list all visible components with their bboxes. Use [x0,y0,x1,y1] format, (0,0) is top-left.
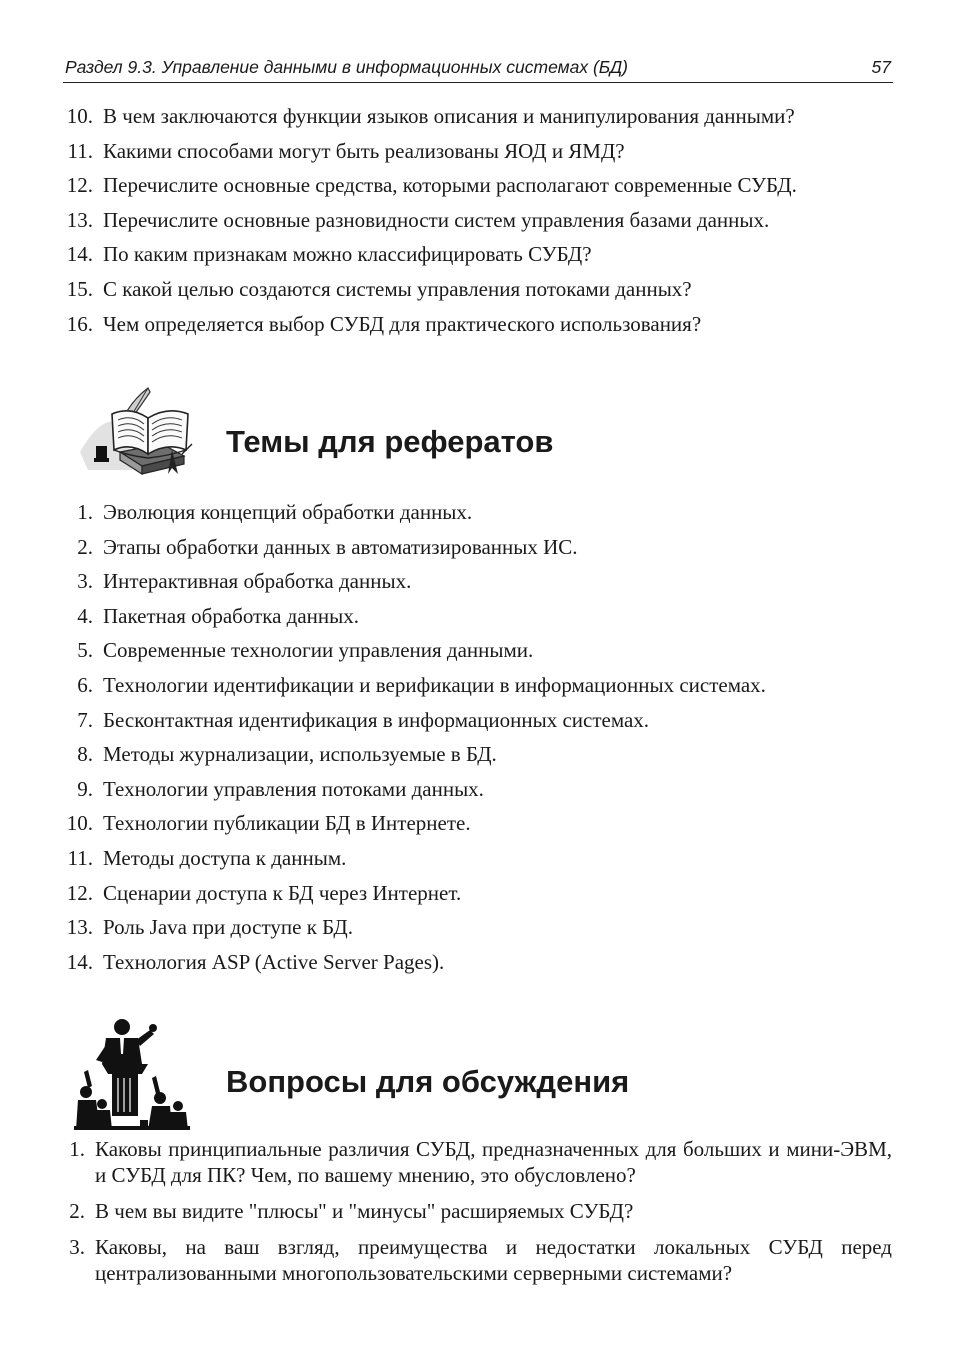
discussion-questions-list [69,1136,892,1296]
item-text: Перечислите основные средства, которыми располагают современные СУБД. [103,173,797,198]
item-text: Технологии публикации БД в Интернете. [103,811,471,836]
section-heading-topics: Темы для рефератов [226,424,554,459]
list-item [77,707,766,743]
item-text: Этапы обработки данных в автоматизированных ИС. [103,534,578,559]
item-text: Технологии идентификации и верификации в информационных системах. [103,672,766,697]
item-text: Чем определяется выбор СУБД для практического использования? [103,311,702,336]
item-text: Интерактивная обработка данных. [103,569,412,594]
list-item [67,845,766,881]
list-item [77,500,766,535]
item-number: 1. [77,500,93,524]
page-number: 57 [871,57,891,77]
item-text: С какой целью создаются системы управления потоками данных? [103,276,692,301]
item-number: 1. [69,1137,85,1161]
item-number: 9. [77,776,93,801]
running-header-title: Раздел 9.3. Управление данными в информационных системах (БД) [65,57,628,77]
list-item [69,1136,892,1188]
item-text: Сценарии доступа к БД через Интернет. [103,880,462,905]
essay-topics-list [66,500,766,984]
item-text: По каким признакам можно классифицировать СУБД? [103,242,592,267]
item-text: Перечислите основные разновидности систем управления базами данных. [103,207,770,232]
list-item [66,949,766,985]
item-text: Современные технологии управления данными. [103,638,534,663]
item-text: Какими способами могут быть реализованы ЯОД и ЯМД? [103,138,625,163]
item-number: 4. [77,603,93,628]
list-item [77,638,766,673]
list-item [66,880,766,916]
control-questions-list [66,104,797,346]
item-text: В чем вы видите "плюсы" и "минусы" расширяемых СУБД? [95,1199,634,1223]
item-number: 16. [66,311,93,336]
list-item [66,311,797,347]
speaker-podium-icon [74,1016,190,1130]
item-number: 7. [77,707,93,732]
section-heading-discussion: Вопросы для обсуждения [226,1064,630,1099]
books-quill-icon [76,384,206,476]
list-item [69,1198,892,1224]
item-number: 3. [69,1235,85,1259]
list-item [77,569,766,604]
item-number: 12. [66,880,93,905]
item-number: 2. [77,534,93,559]
item-number: 13. [66,207,93,232]
item-number: 12. [66,173,93,198]
item-text: Каковы, на ваш взгляд, преимущества и недостатки локальных СУБД перед централизованными многопользовательскими серверными системами? [95,1235,892,1285]
list-item [66,811,766,846]
item-number: 13. [66,915,93,940]
list-item [67,138,797,174]
item-number: 10. [66,104,93,128]
item-number: 6. [77,672,93,697]
item-text: Каковы принципиальные различия СУБД, предназначенных для больших и мини-ЭВМ, и СУБД для ПК? Чем, по вашему мнению, это обусловлено? [95,1137,892,1187]
item-text: Методы журнализации, используемые в БД. [103,742,497,767]
item-text: Роль Java при доступе к БД. [103,915,354,940]
list-item [77,603,766,639]
list-item [66,915,766,950]
running-header [63,56,893,83]
item-number: 11. [67,845,93,870]
item-number: 3. [77,569,93,594]
item-number: 5. [77,638,93,663]
item-number: 2. [69,1199,85,1223]
item-text: Технология ASP (Active Server Pages). [103,949,445,974]
item-text: Пакетная обработка данных. [103,603,360,628]
item-number: 10. [66,811,93,836]
list-item [66,276,797,312]
list-item [77,672,766,708]
list-item [66,173,797,208]
item-text: Технологии управления потоками данных. [103,776,484,801]
item-text: В чем заключаются функции языков описания и манипулирования данными? [103,104,795,128]
list-item [77,776,766,812]
item-number: 8. [77,742,93,767]
item-number: 14. [66,949,93,974]
item-text: Эволюция концепций обработки данных. [103,500,473,524]
list-item [77,534,766,570]
item-number: 14. [66,242,93,267]
item-number: 11. [67,138,93,163]
item-text: Бесконтактная идентификация в информационных системах. [103,707,650,732]
list-item [69,1234,892,1286]
list-item [77,742,766,777]
item-number: 15. [66,276,93,301]
list-item [66,207,797,243]
item-text: Методы доступа к данным. [103,845,347,870]
list-item [66,242,797,277]
list-item [66,104,797,139]
